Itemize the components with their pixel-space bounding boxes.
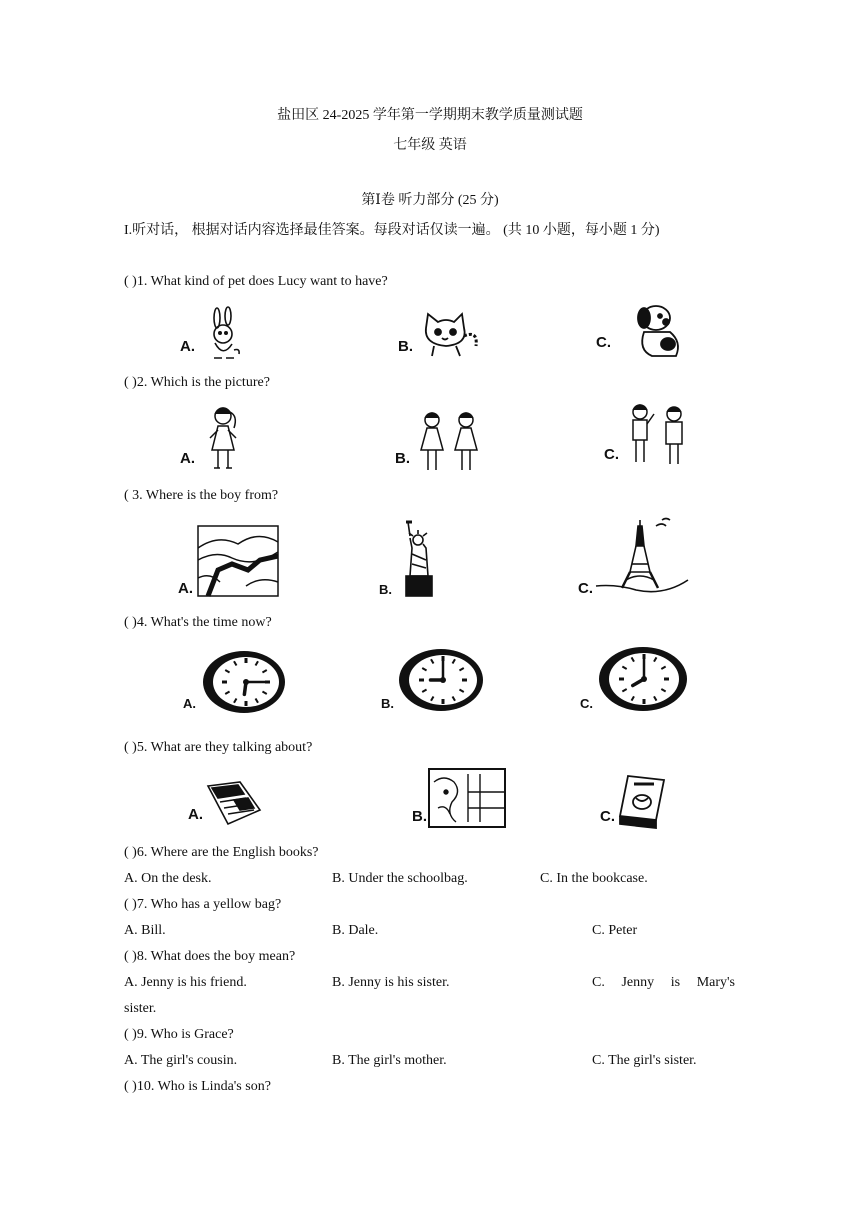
option-label-c: C. [604,446,619,463]
clock-center [243,679,249,685]
option-c-word: C. [592,975,605,990]
question-5: ( )5. What are they talking about? [124,740,313,755]
option-c-continued: sister. [124,1001,157,1016]
section-heading: 第Ⅰ卷 听力部分 (25 分) [361,193,499,208]
eiffel-tower-drawing [596,516,688,596]
question-1: ( )1. What kind of pet does Lucy want to have? [124,274,388,289]
option-c: C. In the bookcase. [540,871,648,886]
great-wall-drawing [198,526,278,596]
question-8: ( )8. What does the boy mean? [124,949,296,964]
option-label-a: A. [178,580,193,597]
option-label-b: B. [398,338,413,355]
option-label-c: C. [600,808,615,825]
newspaper-drawing [204,780,264,828]
clock-icon [598,646,688,712]
question-10: ( )10. Who is Linda's son? [124,1079,271,1094]
option-c [592,975,735,991]
option-a: A. Jenny is his friend. [124,975,247,990]
boy-and-girl-drawing [626,402,692,468]
option-label-a: A. [180,450,195,467]
section-instruction: I.听对话， 根据对话内容选择最佳答案。每段对话仅读一遍。 (共 10 小题，每小题 1 分) [124,223,660,238]
clock-icon [398,648,484,712]
option-label-c: C. [578,580,593,597]
option-c-word: Jenny [621,975,655,990]
option-c-word: Mary's [696,975,735,990]
clock-icon [202,650,286,714]
question-2: ( )2. Which is the picture? [124,375,270,390]
option-label-c: C. [596,334,611,351]
question-6: ( )6. Where are the English books? [124,845,319,860]
option-label-b: B. [379,582,392,597]
option-b: B. Dale. [332,923,379,938]
map-drawing [428,768,506,828]
option-label-b: B. [381,696,394,711]
question-7: ( )7. Who has a yellow bag? [124,897,282,912]
statue-of-liberty-drawing [398,520,440,598]
one-girl-drawing [206,404,240,472]
exam-title: 盐田区 24-2025 学年第一学期期末教学质量测试题 [277,108,583,123]
two-girls-drawing [416,408,484,474]
option-a: A. The girl's cousin. [124,1053,238,1068]
exam-subtitle: 七年级 英语 [393,138,467,153]
question-3: ( 3. Where is the boy from? [124,488,279,503]
option-label-a: A. [180,338,195,355]
option-a: A. Bill. [124,923,166,938]
option-b: B. Jenny is his sister. [332,975,450,990]
book-drawing [618,770,668,830]
option-label-a: A. [188,806,203,823]
dog-drawing [632,302,684,362]
clock-center [641,676,647,682]
option-label-b: B. [395,450,410,467]
question-9: ( )9. Who is Grace? [124,1027,234,1042]
option-c: C. Peter [592,923,638,938]
option-c: C. The girl's sister. [592,1053,697,1068]
option-label-c: C. [580,696,593,711]
cat-drawing [420,310,480,360]
option-b: B. Under the schoolbag. [332,871,468,886]
question-4: ( )4. What's the time now? [124,615,272,630]
option-label-b: B. [412,808,427,825]
option-b: B. The girl's mother. [332,1053,447,1068]
rabbit-drawing [204,306,244,362]
option-a: A. On the desk. [124,871,212,886]
clock-center [440,677,446,683]
option-label-a: A. [183,696,196,711]
option-c-word: is [670,975,681,990]
